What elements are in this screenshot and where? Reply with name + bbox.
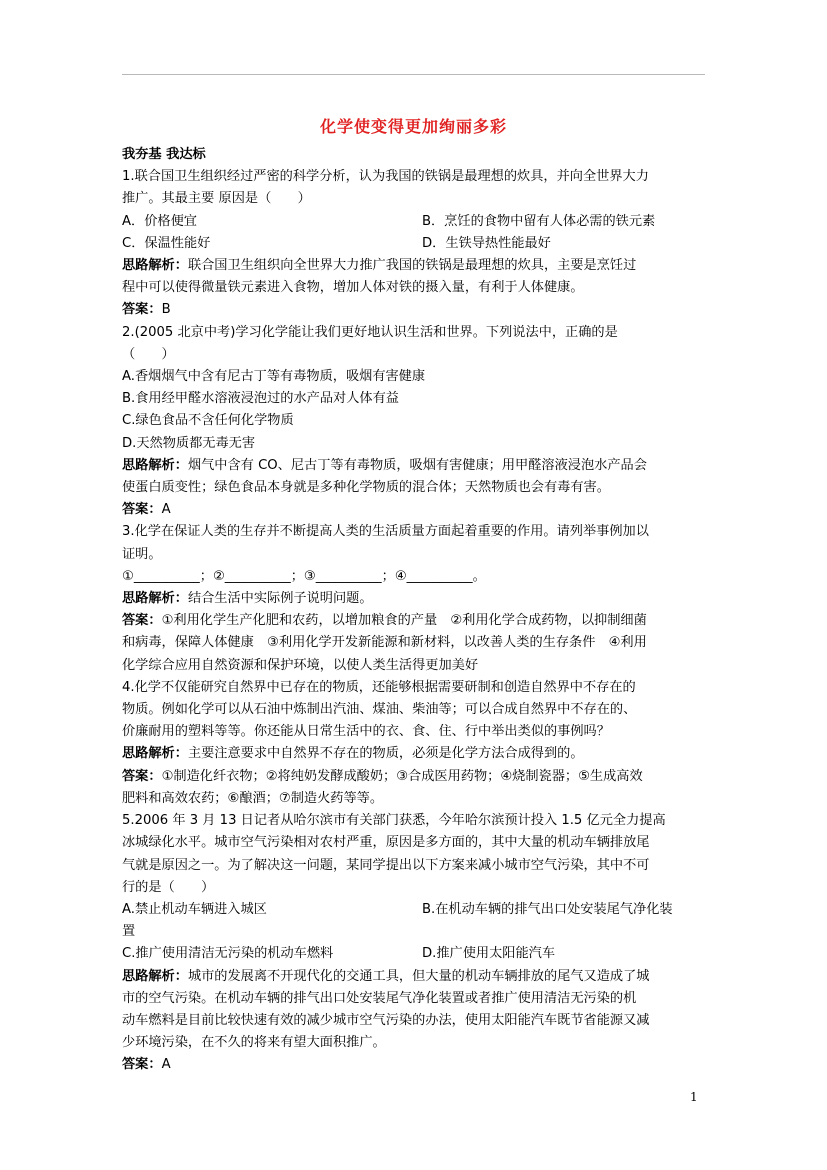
q1-answer-label: 答案： [122, 302, 162, 318]
q3-answer-label: 答案： [122, 613, 162, 629]
q2-option-d: D.天然物质都无毒无害 [122, 435, 256, 451]
q4-analysis-line-1 [122, 743, 710, 765]
q5-options-ab [122, 899, 710, 921]
q2-option-c: C.绿色食品不含任何化学物质 [122, 413, 294, 429]
q3-answer-line-3: 化学综合应用自然资源和保护环境，以使人类生活得更加美好 [122, 657, 479, 673]
q1-option-c: C．保温性能好 [122, 235, 211, 251]
q5-analysis-line-4: 少环境污染，在不久的将来有望大面积推广。 [122, 1035, 386, 1051]
q1-analysis-text-1: 联合国卫生组织向全世界大力推广我国的铁锅是最理想的炊具，主要是烹饪过 [187, 258, 637, 274]
q5-stem-line-3: 气就是原因之一。为了解决这一问题，某同学提出以下方案来减小城市空气污染，其中不可 [122, 857, 650, 873]
q4-analysis-text-1: 主要注意要求中自然界不存在的物质，必须是化学方法合成得到的。 [187, 746, 584, 762]
q2-analysis-line-2: 使蛋白质变性；绿色食品本身就是多种化学物质的混合体；天然物质也会有毒有害。 [122, 480, 610, 496]
q3-answer-line-2: 和病毒，保障人体健康 ③利用化学开发新能源和新材料，以改善人类的生存条件 ④利用 [122, 635, 647, 651]
q4-stem-line-1: 4.化学不仅能研究自然界中已存在的物质，还能够根据需要研制和创造自然界中不存在的 [122, 679, 636, 695]
q4-stem-line-2: 物质。例如化学可以从石油中炼制出汽油、煤油、柴油等；可以合成自然界中不存在的、 [122, 702, 637, 718]
q1-answer [122, 299, 710, 321]
q4-stem-line-3: 价廉耐用的塑料等等。你还能从日常生活中的衣、食、住、行中举出类似的事例吗？ [122, 724, 610, 740]
q1-options-cd [122, 233, 710, 255]
header-rule [122, 74, 705, 75]
q4-answer-label: 答案： [122, 768, 162, 784]
q4-analysis-label: 思路解析： [122, 746, 188, 762]
q3-answer-text-1: ①利用化学生产化肥和农药，以增加粮食的产量 ②利用化学合成药物，以抑制细菌 [161, 613, 647, 629]
q5-stem-line-2: 冰城绿化水平。城市空气污染相对农村严重，原因是多方面的，其中大量的机动车辆排放尾 [122, 835, 650, 851]
q3-stem-line-2: 证明。 [122, 546, 162, 562]
q2-answer-value: A [161, 502, 171, 518]
q3-analysis-line-1 [122, 588, 710, 610]
q3-answer-line-1 [122, 610, 710, 632]
q1-analysis-label: 思路解析： [122, 258, 188, 274]
q4-answer-line-1 [122, 766, 710, 788]
q5-option-d: D.推广使用太阳能汽车 [422, 946, 556, 962]
document-body [122, 144, 710, 1077]
q5-analysis-line-3: 动车燃料是目前比较快速有效的减少城市空气污染的办法，使用太阳能汽车既节省能源又减 [122, 1012, 650, 1028]
q5-option-b-continued: 置 [122, 924, 136, 940]
q2-stem-line-1: 2.(2005 北京中考)学习化学能让我们更好地认识生活和世界。下列说法中，正确的是 [122, 324, 618, 340]
q1-option-a: A．价格便宜 [122, 213, 197, 229]
q2-option-b: B.食用经甲醛水溶液浸泡过的水产品对人体有益 [122, 391, 399, 407]
q5-option-b: B.在机动车辆的排气出口处安装尾气净化装 [422, 901, 673, 917]
q5-options-cd [122, 943, 710, 965]
q2-answer-label: 答案： [122, 502, 162, 518]
q3-analysis-label: 思路解析： [122, 591, 188, 607]
q3-analysis-text-1: 结合生活中实际例子说明问题。 [187, 591, 373, 607]
q1-option-b: B．烹饪的食物中留有人体必需的铁元素 [422, 213, 656, 229]
q2-option-a: A.香烟烟气中含有尼古丁等有毒物质，吸烟有害健康 [122, 369, 426, 385]
q5-analysis-label: 思路解析： [122, 968, 188, 984]
q5-answer [122, 1054, 710, 1076]
q1-analysis-line-2: 程中可以使得微量铁元素进入食物，增加人体对铁的摄入量，有利于人体健康。 [122, 280, 584, 296]
q1-analysis-line-1 [122, 255, 710, 277]
document-title: 化学使变得更加绚丽多彩 [319, 117, 507, 136]
q5-analysis-text-1: 城市的发展离不开现代化的交通工具，但大量的机动车辆排放的尾气又造成了城 [187, 968, 650, 984]
section-heading: 我夯基 我达标 [122, 147, 206, 162]
q2-analysis-label: 思路解析： [122, 457, 188, 473]
q5-option-a: A.禁止机动车辆进入城区 [122, 901, 267, 917]
q5-stem-line-4: 行的是（ ） [122, 879, 215, 895]
q1-answer-value: B [161, 302, 171, 318]
q1-stem-line-2: 推广。其最主要 原因是（ ） [122, 191, 311, 207]
q1-option-d: D．生铁导热性能最好 [422, 235, 551, 251]
q5-stem-line-1: 5.2006 年 3 月 13 日记者从哈尔滨市有关部门获悉，今年哈尔滨预计投入 1.5 亿元全力提高 [122, 813, 666, 829]
q2-answer [122, 499, 710, 521]
q3-stem-line-1: 3.化学在保证人类的生存并不断提高人类的生活质量方面起着重要的作用。请列举事例加以 [122, 524, 649, 540]
q2-stem-line-2: （ ） [122, 346, 175, 362]
q5-analysis-line-1 [122, 966, 710, 988]
q4-answer-text-1: ①制造化纤衣物；②将纯奶发酵成酸奶；③合成医用药物；④烧制瓷器；⑤生成高效 [161, 768, 643, 784]
q3-blanks: ①__________；②__________；③__________；④__________。 [122, 568, 486, 584]
q1-options-ab [122, 211, 710, 233]
q1-stem-line-1: 1.联合国卫生组织经过严密的科学分析，认为我国的铁锅是最理想的炊具，并向全世界大力 [122, 169, 649, 185]
q2-analysis-text-1: 烟气中含有 CO、尼古丁等有毒物质，吸烟有害健康；用甲醛溶液浸泡水产品会 [187, 457, 647, 473]
q5-answer-label: 答案： [122, 1057, 162, 1073]
q5-analysis-line-2: 市的空气污染。在机动车辆的排气出口处安装尾气净化装置或者推广使用清洁无污染的机 [122, 990, 637, 1006]
q5-option-c: C.推广使用清洁无污染的机动车燃料 [122, 946, 334, 962]
page-number: 1 [690, 1090, 698, 1104]
q4-answer-line-2: 肥料和高效农药；⑥酿酒；⑦制造火药等等。 [122, 790, 384, 806]
q5-answer-value: A [161, 1057, 171, 1073]
q2-analysis-line-1 [122, 455, 710, 477]
